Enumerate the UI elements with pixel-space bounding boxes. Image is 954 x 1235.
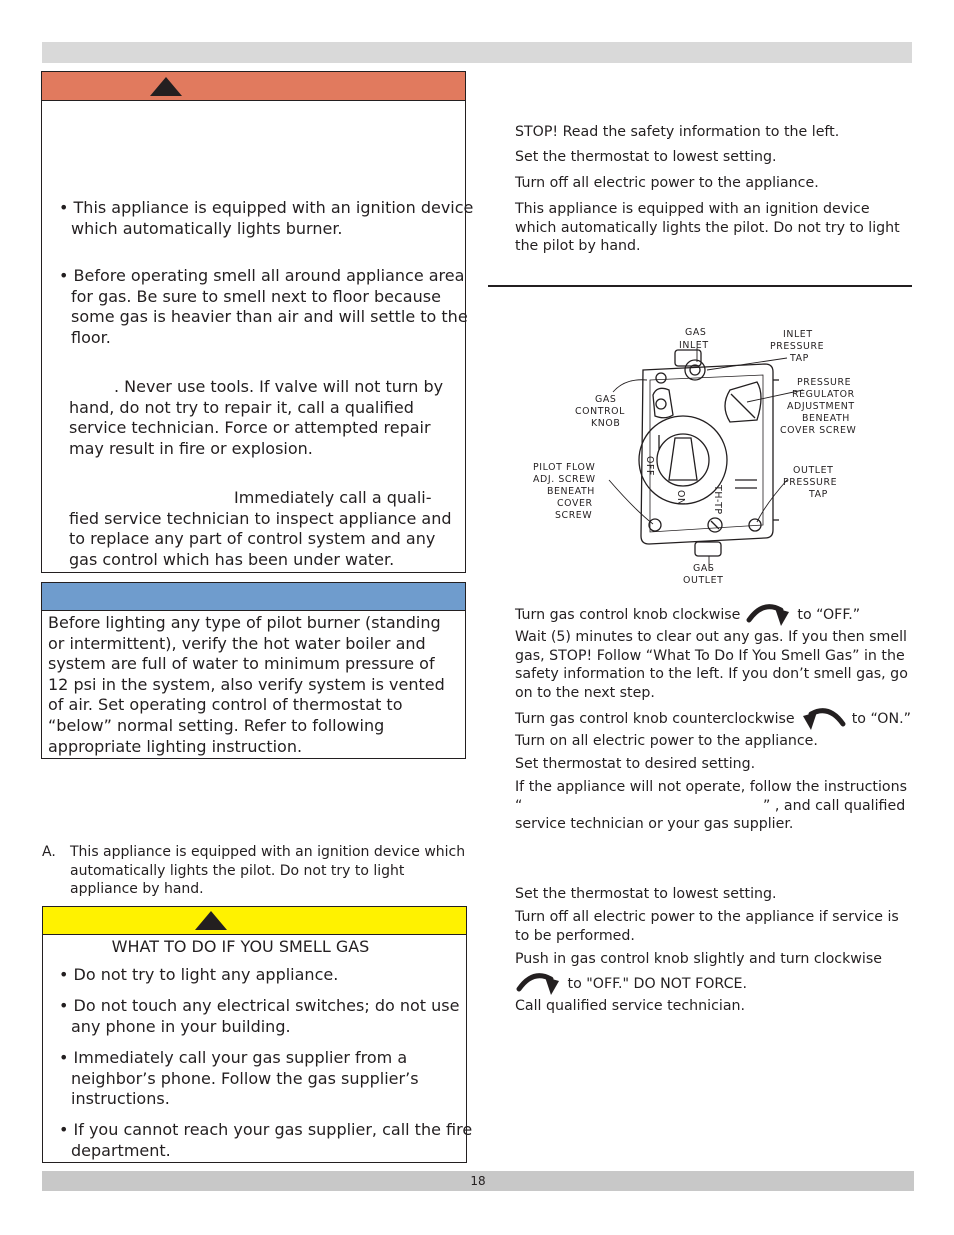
smell-gas-bullet-2: • Do not touch any electrical switches; do not use any phone in your building.	[59, 996, 460, 1036]
counterclockwise-arrow-icon	[799, 702, 847, 736]
label-pilot-2: ADJ. SCREW	[533, 474, 596, 485]
step-wait-five-minutes: Wait (5) minutes to clear out any gas. If you then smell gas, STOP! Follow “What To Do If You Smell Gas” in the safety information to the left. If you don’t smell gas, go on to the next step.	[515, 629, 908, 701]
step-quote-close: ” , and call qualified	[763, 797, 906, 814]
section-a-marker: A.	[42, 844, 56, 860]
step-shutdown-power: Turn off all electric power to the appliance if service is to be performed.	[515, 909, 899, 944]
section-a-text: This appliance is equipped with an ignition device which automatically lights the pilot. Do not try to light appliance by hand.	[70, 844, 466, 897]
leader-lines	[609, 348, 803, 570]
label-outlet: OUTLET	[683, 575, 724, 586]
warning-para-3-rest: hand, do not try to repair it, call a qualified service technician. Force or attempted repair may result in fire or explosion.	[69, 397, 431, 458]
step-will-not-operate-line3: service technician or your gas supplier.	[515, 816, 794, 833]
label-gas-control-2: CONTROL	[575, 406, 625, 417]
label-inlet-tap-2: PRESSURE	[770, 341, 825, 352]
warning-para-3	[69, 377, 461, 459]
label-pilot-1: PILOT FLOW	[533, 462, 596, 473]
step-shutdown-knob-post: to "OFF." DO NOT FORCE.	[567, 976, 747, 992]
label-pilot-3: BENEATH	[547, 486, 595, 497]
step-will-not-operate-line2	[515, 797, 915, 816]
clockwise-arrow-icon	[745, 598, 793, 632]
step-ignition-device: This appliance is equipped with an ignition device which automatically lights the pilot. Do not try to light the pilot by hand.	[515, 201, 900, 255]
step-knob-off-post: to “OFF.”	[797, 607, 861, 623]
label-body-text: TH-TP	[712, 485, 723, 515]
section-divider	[488, 285, 912, 287]
step-quote-open: “	[515, 797, 523, 814]
smell-gas-bullet-4: • If you cannot reach your gas supplier, call the fire department.	[59, 1120, 473, 1160]
smell-gas-bullet-1: • Do not try to light any appliance.	[59, 965, 339, 984]
step-read-safety: STOP! Read the safety information to the left.	[515, 124, 840, 140]
label-inlet-tap-3: TAP	[790, 353, 809, 364]
warning-bullet-2: • Before operating smell all around appliance area for gas. Be sure to smell next to floor because some gas is heavier than air and will settle to the floor.	[59, 266, 468, 347]
notice-header	[42, 583, 465, 611]
step-power-on: Turn on all electric power to the appliance.	[515, 733, 818, 749]
step-knob-on-text: Turn gas control knob counterclockwise	[515, 711, 795, 727]
warning-triangle-icon	[195, 911, 227, 930]
label-outlet-gas: GAS	[693, 563, 715, 574]
step-thermostat-desired: Set thermostat to desired setting.	[515, 756, 756, 772]
warning-para-4-rest: fied service technician to inspect appliance and to replace any part of control system and any gas control which has been under water.	[69, 508, 452, 569]
smell-gas-bullet-3: • Immediately call your gas supplier from a neighbor’s phone. Follow the gas supplier’s instructions.	[59, 1048, 419, 1109]
warning-header-yellow	[43, 907, 466, 935]
notice-text: Before lighting any type of pilot burner (standing or intermittent), verify the hot water boiler and system are full of water to minimum pressure of 12 psi in the system, also verify system is vented of air. Set operating control of thermostat to “below” normal setting. Refer to following appropriate lighting instruction.	[48, 613, 445, 756]
label-regulator-1: PRESSURE	[797, 377, 852, 388]
smell-gas-title: WHAT TO DO IF YOU SMELL GAS	[111, 937, 370, 956]
label-gas-control-3: KNOB	[591, 418, 621, 429]
notice-box	[41, 582, 466, 759]
step-power-off: Turn off all electric power to the appliance.	[515, 175, 819, 191]
label-outlet-tap-3: TAP	[809, 489, 828, 500]
label-regulator-2: REGULATOR	[792, 389, 855, 400]
page-number: 18	[470, 1174, 486, 1188]
label-knob-off: OFF	[644, 456, 655, 476]
warning-bullet-1: • This appliance is equipped with an ignition device which automatically lights burner.	[59, 198, 474, 238]
warning-para-3-line1: . Never use tools. If valve will not turn by	[114, 377, 444, 396]
label-inlet-tap-1: INLET	[783, 329, 813, 340]
step-knob-off-text: Turn gas control knob clockwise	[515, 607, 741, 623]
warning-triangle-icon	[150, 77, 182, 96]
step-call-technician: Call qualified service technician.	[515, 998, 746, 1014]
label-knob-on: ON	[675, 490, 686, 506]
label-pilot-4: COVER	[557, 498, 593, 509]
clockwise-arrow-icon	[515, 967, 563, 1001]
label-gas-control-1: GAS	[595, 394, 617, 405]
label-outlet-tap-1: OUTLET	[793, 465, 834, 476]
step-thermostat-lowest: Set the thermostat to lowest setting.	[515, 149, 777, 165]
step-shutdown-knob-line2	[515, 967, 915, 1001]
label-gas: GAS	[685, 327, 707, 338]
step-will-not-operate	[515, 778, 915, 834]
label-outlet-tap-2: PRESSURE	[783, 477, 838, 488]
warning-box-gas-safety	[41, 71, 474, 573]
step-will-not-operate-line1: If the appliance will not operate, follow the instructions	[515, 779, 907, 795]
label-regulator-4: BENEATH	[802, 413, 850, 424]
label-pilot-5: SCREW	[555, 510, 593, 521]
step-shutdown-thermostat: Set the thermostat to lowest setting.	[515, 886, 777, 902]
valve-body	[639, 350, 779, 556]
top-header-bar	[42, 42, 912, 63]
warning-para-4-line1: Immediately call a quali-	[234, 488, 432, 507]
page-footer	[42, 1171, 914, 1191]
label-regulator-3: ADJUSTMENT	[787, 401, 855, 412]
warning-box-smell-gas	[42, 906, 473, 1163]
step-knob-on	[515, 702, 915, 736]
label-inlet: INLET	[679, 340, 709, 351]
gas-valve-diagram	[525, 320, 885, 590]
step-shutdown-knob: Push in gas control knob slightly and turn clockwise	[515, 951, 882, 967]
step-knob-on-post: to “ON.”	[851, 711, 911, 727]
warning-para-4	[69, 488, 461, 570]
step-knob-off	[515, 598, 915, 632]
warning-header	[42, 72, 465, 101]
label-regulator-5: COVER SCREW	[780, 425, 857, 436]
